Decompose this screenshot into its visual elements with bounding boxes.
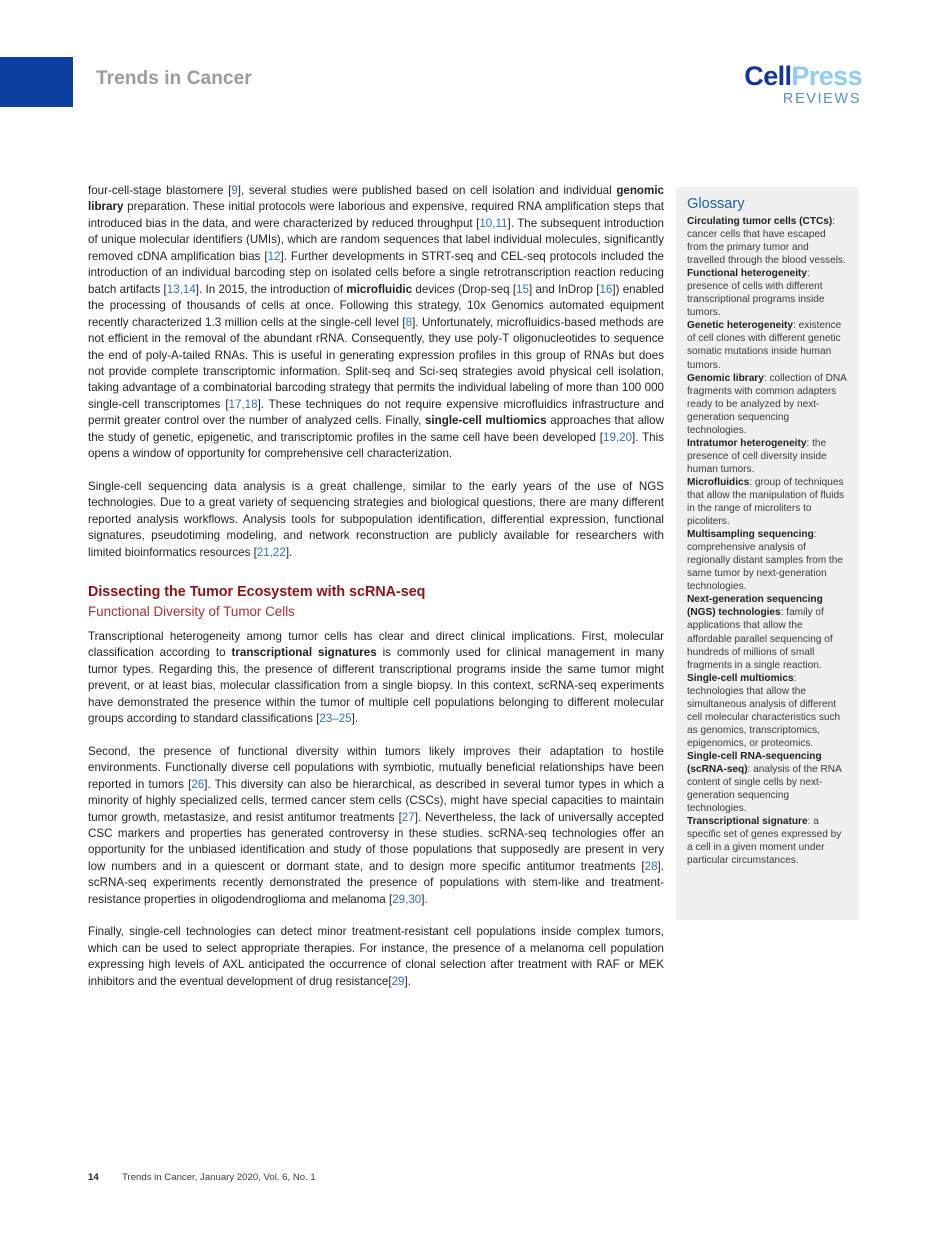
citation-link[interactable]: 19,20 xyxy=(603,430,633,444)
glossary-title: Glossary xyxy=(687,196,745,212)
page-header xyxy=(0,57,950,107)
citation-link[interactable]: 26 xyxy=(191,777,205,791)
logo-cell-text: Cell xyxy=(744,61,792,91)
glossary-keyword: single-cell multiomics xyxy=(424,414,547,428)
cell-press-logo xyxy=(744,63,862,107)
journal-color-block xyxy=(0,57,72,107)
glossary-term: Intratumor heterogeneity xyxy=(687,437,807,449)
glossary-keyword: microfluidic xyxy=(346,282,413,296)
citation-link[interactable]: 16 xyxy=(599,282,613,296)
glossary-entry-list xyxy=(687,215,848,867)
glossary-panel xyxy=(676,187,859,920)
citation-link[interactable]: 27 xyxy=(401,810,415,824)
glossary-term: Genetic heterogeneity xyxy=(687,320,794,332)
cell-press-wordmark xyxy=(744,63,862,90)
citation-link[interactable]: 12 xyxy=(267,249,281,263)
glossary-term: Circulating tumor cells (CTCs) xyxy=(687,216,833,227)
subsection-heading: Functional Diversity of Tumor Cells xyxy=(88,603,295,619)
citation-link[interactable]: 10,11 xyxy=(479,216,508,230)
citation-link[interactable]: 21,22 xyxy=(256,545,286,559)
header-vertical-rule xyxy=(71,57,73,107)
logo-reviews-text: REVIEWS xyxy=(782,91,861,107)
footer-citation: Trends in Cancer, January 2020, Vol. 6, No. 1 xyxy=(122,1172,316,1183)
citation-link[interactable]: 9 xyxy=(231,184,238,197)
page-number: 14 xyxy=(88,1172,99,1183)
glossary-entry: Genomic library: collection of DNA fragments with common adapters ready to be analyzed by next-generation sequencing technologies. xyxy=(687,372,847,436)
paragraph-2: Single-cell sequencing data analysis is a great challenge, similar to the early years of the use of NGS technologies. Due to a great variety of sequencing strategies and biological questions, there are many different reported analysis workflows. Analysis tools for subpopulation identification, differential expression, functional signatures, pseudotiming modeling, and network reconstruction are publicly available for researchers with limited bioinformatics resources [21,22]. xyxy=(88,479,664,559)
glossary-term: Transcriptional signature xyxy=(687,816,808,828)
paragraph-1: four-cell-stage blastomere [9], several studies were published based on cell isolation and individual genomic library preparation. These initial protocols were laborious and expensive, required RNA amplification steps that introduced bias in the data, and were characterized by reduced throughput [10,11]. The subsequent introduction of unique molecular identifiers (UMIs), which are random sequences that label individual molecules, significantly removed cDNA amplification bias [12]. Further developments in STRT-seq and CEL-seq protocols included the introduction of an individual barcoding step on isolated cells before a single retrotranscription reaction reducing batch artifacts [13,14]. In 2015, the introduction of microfluidic devices (Drop-seq [15] and InDrop [16]) enabled the processing of thousands of cells at once. Following this strategy, 10x Genomics automated equipment recently characterized 1.3 million cells at the single-cell level [8]. Unfortunately, microfluidics-based methods are not efficient in the removal of the abundant rRNA. Consequently, they use poly-T oligonucleotides to sequence the end of poly-A-tailed RNAs. This is useful in generating expression profiles in this group of RNAs but does not provide complete transcriptomic information. Split-seq and Sci-seq strategies avoid physical cell isolation, taking advantage of a combinatorial barcoding strategy that permits the individual labeling of more than 100 000 single-cell transcriptomes [17,18]. These techniques do not require expensive microfluidics infrastructure and permit greater control over the number of analyzed cells. Finally, single-cell multiomics approaches that allow the study of genetic, epigenetic, and transcriptomic profiles in the same cell have been developed [19,20]. This opens a window of opportunity for comprehensive cell characterization. xyxy=(88,184,665,461)
glossary-entry: Single-cell multiomics: technologies that allow the simultaneous analysis of different cell molecular characteristics such as genomics, transcriptomics, epigenomics, or proteomics. xyxy=(687,672,841,749)
glossary-term: Functional heterogeneity xyxy=(687,268,808,280)
glossary-term: Microfluidics xyxy=(687,476,750,488)
citation-link[interactable]: 15 xyxy=(516,282,529,296)
journal-title: Trends in Cancer xyxy=(96,68,252,89)
citation-link[interactable]: 29,30 xyxy=(392,892,422,906)
logo-press-text: Press xyxy=(791,61,862,91)
section-heading: Dissecting the Tumor Ecosystem with scRNA-seq xyxy=(88,583,426,600)
page-footer xyxy=(88,1172,688,1183)
citation-link[interactable]: 13,14 xyxy=(166,282,196,296)
glossary-entry: Functional heterogeneity: presence of cells with different transcriptional programs inside tumors. xyxy=(687,268,825,319)
glossary-keyword: genomic library xyxy=(88,184,664,214)
citation-link[interactable]: 8 xyxy=(405,315,413,329)
citation-link[interactable]: 17,18 xyxy=(228,397,258,411)
paragraph-5: Finally, single-cell technologies can detect minor treatment-resistant cell populations inside complex tumors, which can be used to select appropriate therapies. For instance, the presence of a melanoma cell population expressing high levels of AXL anticipated the occurrence of clonal selection after treatment with RAF or MEK inhibitors and the eventual development of drug resistance[29]. xyxy=(88,925,664,988)
glossary-entry: Transcriptional signature: a specific set of genes expressed by a cell in a given moment under particular circumstances. xyxy=(687,816,842,867)
glossary-term: Multisampling sequencing xyxy=(687,529,814,541)
glossary-term: Next-generation sequencing (NGS) technologies xyxy=(687,594,823,619)
glossary-entry: Multisampling sequencing: comprehensive analysis of regionally distant samples from the same tumor by next-generation technologies. xyxy=(687,529,843,593)
article-body xyxy=(88,183,664,1006)
glossary-term: Single-cell RNA-sequencing (scRNA-seq) xyxy=(687,750,822,775)
paragraph-4: Second, the presence of functional diversity within tumors likely improves their adaptation to hostile environments. Functionally diverse cell populations with symbiotic, mutually beneficial relationships have been reported in tumors [26]. This diversity can also be hierarchical, as described in several tumor types in which a minority of highly specialized cells, termed cancer stem cells (CSCs), might have special capacities to maintain tumor growth, metastasize, and resist antitumor treatments [27]. Nevertheless, the lack of universally accepted CSC markers and properties has generated controversy in these studies. scRNA-seq technologies offer an opportunity for the unbiased identification and study of those populations that supposedly are present in very low numbers and in a quiescent or dormant state, and to design more specific antitumor treatments [28]. scRNA-seq experiments recently demonstrated the presence of populations with stem-like and treatment-resistance properties in oligodendroglioma and melanoma [29,30]. xyxy=(88,744,665,906)
citation-link[interactable]: 23–25 xyxy=(319,712,352,726)
citation-link[interactable]: 29 xyxy=(391,974,405,988)
glossary-entry: Next-generation sequencing (NGS) technologies: family of applications that allow the affordable parallel sequencing of hundreds of millions of small fragments in a single reaction. xyxy=(687,594,833,671)
glossary-entry: Circulating tumor cells (CTCs): cancer cells that have escaped from the primary tumor and travelled through the blood vessels. xyxy=(687,216,846,267)
glossary-entry: Single-cell RNA-sequencing (scRNA-seq): analysis of the RNA content of single cells by next-generation sequencing technologies. xyxy=(687,750,842,815)
glossary-entry: Microfluidics: group of techniques that allow the manipulation of fluids in the range of microliters to picoliters. xyxy=(687,476,845,528)
glossary-term: Single-cell multiomics xyxy=(687,672,794,684)
paragraph-3: Transcriptional heterogeneity among tumor cells has clear and direct clinical implications. First, molecular classification according to transcriptional signatures is commonly used for clinical management in many tumor types. Regarding this, the presence of different transcriptional programs inside the same tumor might prevent, or at least bias, molecular classification from a single biopsy. In this context, scRNA-seq experiments have demonstrated the presence within the tumor of multiple cell populations belonging to different molecular groups according to standard classifications [23–25]. xyxy=(88,629,664,726)
glossary-entry: Intratumor heterogeneity: the presence of cell diversity inside human tumors. xyxy=(687,437,827,475)
glossary-entry: Genetic heterogeneity: existence of cell clones with different genetic somatic mutations inside human tumors. xyxy=(687,320,842,371)
glossary-keyword: transcriptional signatures xyxy=(231,646,377,660)
citation-link[interactable]: 28 xyxy=(644,859,658,873)
glossary-term: Genomic library xyxy=(687,372,764,384)
